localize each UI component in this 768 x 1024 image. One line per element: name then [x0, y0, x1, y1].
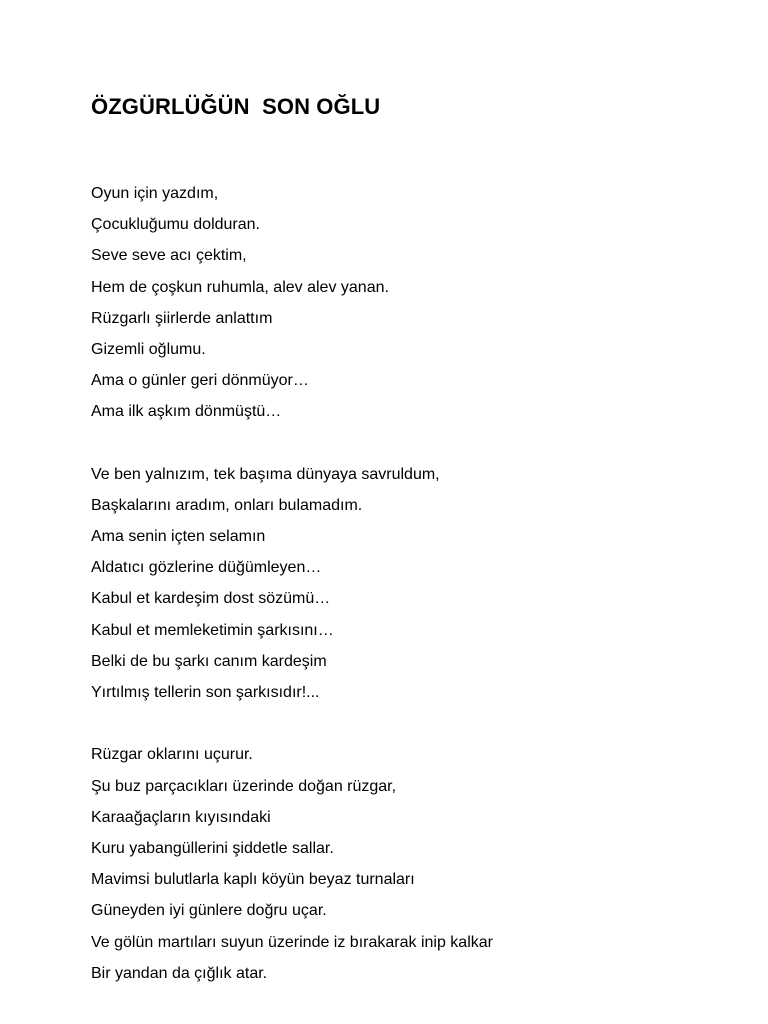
poem-line: Şu buz parçacıkları üzerinde doğan rüzgar, [91, 777, 397, 795]
poem-line: Oyun için yazdım, [91, 185, 219, 202]
stanza-2 [91, 459, 493, 709]
poem-line: Aldatıcı gözlerine düğümleyen… [91, 559, 322, 577]
poem-line: Ama ilk aşkım dönmüştü… [91, 403, 282, 421]
stanza-1 [91, 178, 493, 428]
poem-line: Başkalarını aradım, onları bulamadım. [91, 496, 363, 514]
poem-line: Hem de çoşkun ruhumla, alev alev yanan. [91, 278, 389, 296]
poem-line: Rüzgar oklarını uçurur. [91, 746, 253, 764]
poem-line: Mavimsi bulutlarla kaplı köyün beyaz turnaları [91, 871, 415, 889]
poem-body [91, 178, 493, 1020]
poem-line: Kuru yabangüllerini şiddetle sallar. [91, 839, 334, 857]
poem-line: Rüzgarlı şiirlerde anlattım [91, 309, 273, 327]
poem-line: Ama o günler geri dönmüyor… [91, 372, 309, 390]
poem-line: Çocukluğumu dolduran. [91, 216, 260, 234]
poem-line: Kabul et kardeşim dost sözümü… [91, 590, 331, 608]
poem-line: Belki de bu şarkı canım kardeşim [91, 652, 327, 670]
poem-line: Bir yandan da çığlık atar. [91, 964, 268, 982]
poem-line: Ama senin içten selamın [91, 528, 266, 546]
poem-line: Güneyden iyi günlere doğru uçar. [91, 902, 327, 920]
poem-line: Ve ben yalnızım, tek başıma dünyaya savruldum, [91, 465, 440, 483]
poem-line: Seve seve acı çektim, [91, 247, 247, 265]
poem-line: Ve gölün martıları suyun üzerinde iz bırakarak inip kalkar [91, 933, 493, 951]
poem-line: Karaağaçların kıyısındaki [91, 808, 271, 826]
poem-title: ÖZGÜRLÜĞÜN SON OĞLU [91, 94, 381, 119]
poem-line: Yırtılmış tellerin son şarkısıdır!... [91, 684, 320, 701]
stanza-3 [91, 739, 493, 989]
poem-line: Kabul et memleketimin şarkısını… [91, 621, 334, 639]
poem-line: Gizemli oğlumu. [91, 340, 206, 358]
